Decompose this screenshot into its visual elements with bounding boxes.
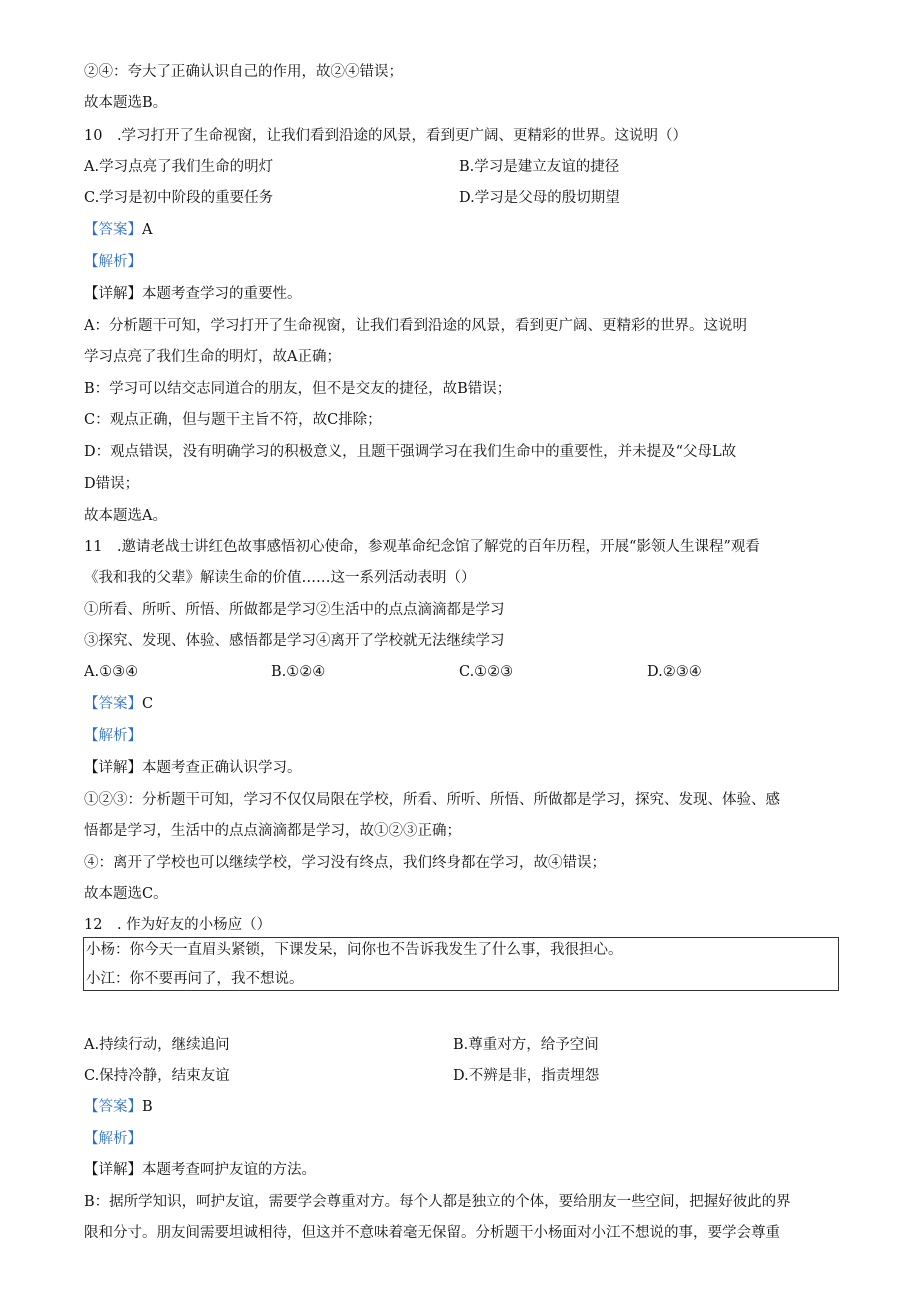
- q10-explanation-a1: A：分析题干可知，学习打开了生命视窗，让我们看到沿途的风景，看到更广阔、更精彩的世界。这说明: [84, 318, 747, 334]
- q10-answer: [84, 220, 152, 240]
- q10-option-a: A.学习点亮了我们生命的明灯: [84, 159, 274, 175]
- q10-explanation-d2: D错误；: [84, 476, 140, 492]
- q10-stem: 10 .学习打开了生命视窗，让我们看到沿途的风景，看到更广阔、更精彩的世界。这说明（）: [84, 128, 688, 144]
- q11-detail: 【详解】本题考查正确认识学习。: [84, 760, 302, 776]
- q11-explanation-3: ④：离开了学校也可以继续学校，学习没有终点，我们终身都在学习，故④错误；: [84, 855, 606, 871]
- q11-answer: [84, 694, 153, 714]
- q10-option-d: D.学习是父母的殷切期望: [459, 190, 620, 206]
- q10-explanation-d1: D：观点错误，没有明确学习的积极意义，且题干强调学习在我们生命中的重要性，并未提及“父母L故: [84, 444, 737, 460]
- q12-stem: 12 . 作为好友的小杨应（）: [84, 917, 272, 933]
- q12-dialog-xiaoyang: 小杨：你今天一直眉头紧锁，下课发呆，问你也不告诉我发生了什么事，我很担心。: [86, 942, 623, 958]
- q12-explanation-1: B：据所学知识，呵护友谊，需要学会尊重对方。每个人都是独立的个体，要给朋友一些空间，把握好彼此的界: [84, 1194, 791, 1210]
- answer-tag: 【答案】: [84, 696, 142, 712]
- q11-explanation-2: 悟都是学习，生活中的点点滴滴都是学习，故①②③正确；: [84, 823, 461, 839]
- q10-explanation-a2: 学习点亮了我们生命的明灯，故A正确；: [84, 349, 341, 365]
- q12-option-c: C.保持冷静，结束友谊: [84, 1068, 230, 1084]
- q11-option-c: C.①②③: [459, 664, 514, 680]
- q12-option-d: D.不辨是非，指责埋怨: [453, 1068, 600, 1084]
- prev-explanation-line: ②④：夸大了正确认识自己的作用，故②④错误；: [84, 64, 403, 80]
- q10-conclusion: 故本题选A。: [84, 508, 167, 524]
- answer-value: A: [142, 222, 153, 238]
- answer-tag: 【答案】: [84, 222, 142, 238]
- q10-option-b: B.学习是建立友谊的捷径: [459, 159, 620, 175]
- q12-option-b: B.尊重对方，给予空间: [453, 1037, 599, 1053]
- q11-option-b: B.①②④: [271, 664, 326, 680]
- answer-value: C: [142, 696, 154, 712]
- q10-analysis-tag: 【解析】: [84, 254, 142, 270]
- q12-analysis-tag: 【解析】: [84, 1131, 142, 1147]
- q11-stem-line1: 11 .邀请老战士讲红色故事感悟初心使命，参观革命纪念馆了解党的百年历程，开展“影领人生课程”观看: [84, 539, 760, 555]
- q11-option-d: D.②③④: [647, 664, 702, 680]
- q12-explanation-2: 限和分寸。朋友间需要坦诚相待，但这并不意味着毫无保留。分析题干小杨面对小江不想说的事，要学会尊重: [84, 1225, 780, 1241]
- q10-detail: 【详解】本题考查学习的重要性。: [84, 286, 302, 302]
- q11-statements-1: ①所看、所听、所悟、所做都是学习②生活中的点点滴滴都是学习: [84, 602, 505, 618]
- q12-detail: 【详解】本题考查呵护友谊的方法。: [84, 1162, 316, 1178]
- answer-value: B: [142, 1099, 153, 1115]
- q11-statements-2: ③探究、发现、体验、感悟都是学习④离开了学校就无法继续学习: [84, 633, 505, 649]
- q12-dialog-box: [83, 937, 839, 991]
- prev-conclusion: 故本题选B。: [84, 95, 168, 111]
- q11-option-a: A.①③④: [84, 664, 139, 680]
- q12-answer: [84, 1097, 153, 1117]
- q12-dialog-xiaojiang: 小江：你不要再问了，我不想说。: [86, 971, 304, 987]
- q10-explanation-c: C：观点正确，但与题干主旨不符，故C排除；: [84, 412, 382, 428]
- q11-analysis-tag: 【解析】: [84, 728, 142, 744]
- q10-explanation-b: B：学习可以结交志同道合的朋友，但不是交友的捷径，故B错误；: [84, 381, 512, 397]
- q11-stem-line2: 《我和我的父辈》解读生命的价值……这一系列活动表明（）: [84, 570, 476, 586]
- q10-option-c: C.学习是初中阶段的重要任务: [84, 190, 274, 206]
- q11-explanation-1: ①②③：分析题干可知，学习不仅仅局限在学校，所看、所听、所悟、所做都是学习，探究、发现、体验、感: [84, 792, 780, 808]
- q11-conclusion: 故本题选C。: [84, 886, 168, 902]
- answer-tag: 【答案】: [84, 1099, 142, 1115]
- q12-option-a: A.持续行动，继续追问: [84, 1037, 230, 1053]
